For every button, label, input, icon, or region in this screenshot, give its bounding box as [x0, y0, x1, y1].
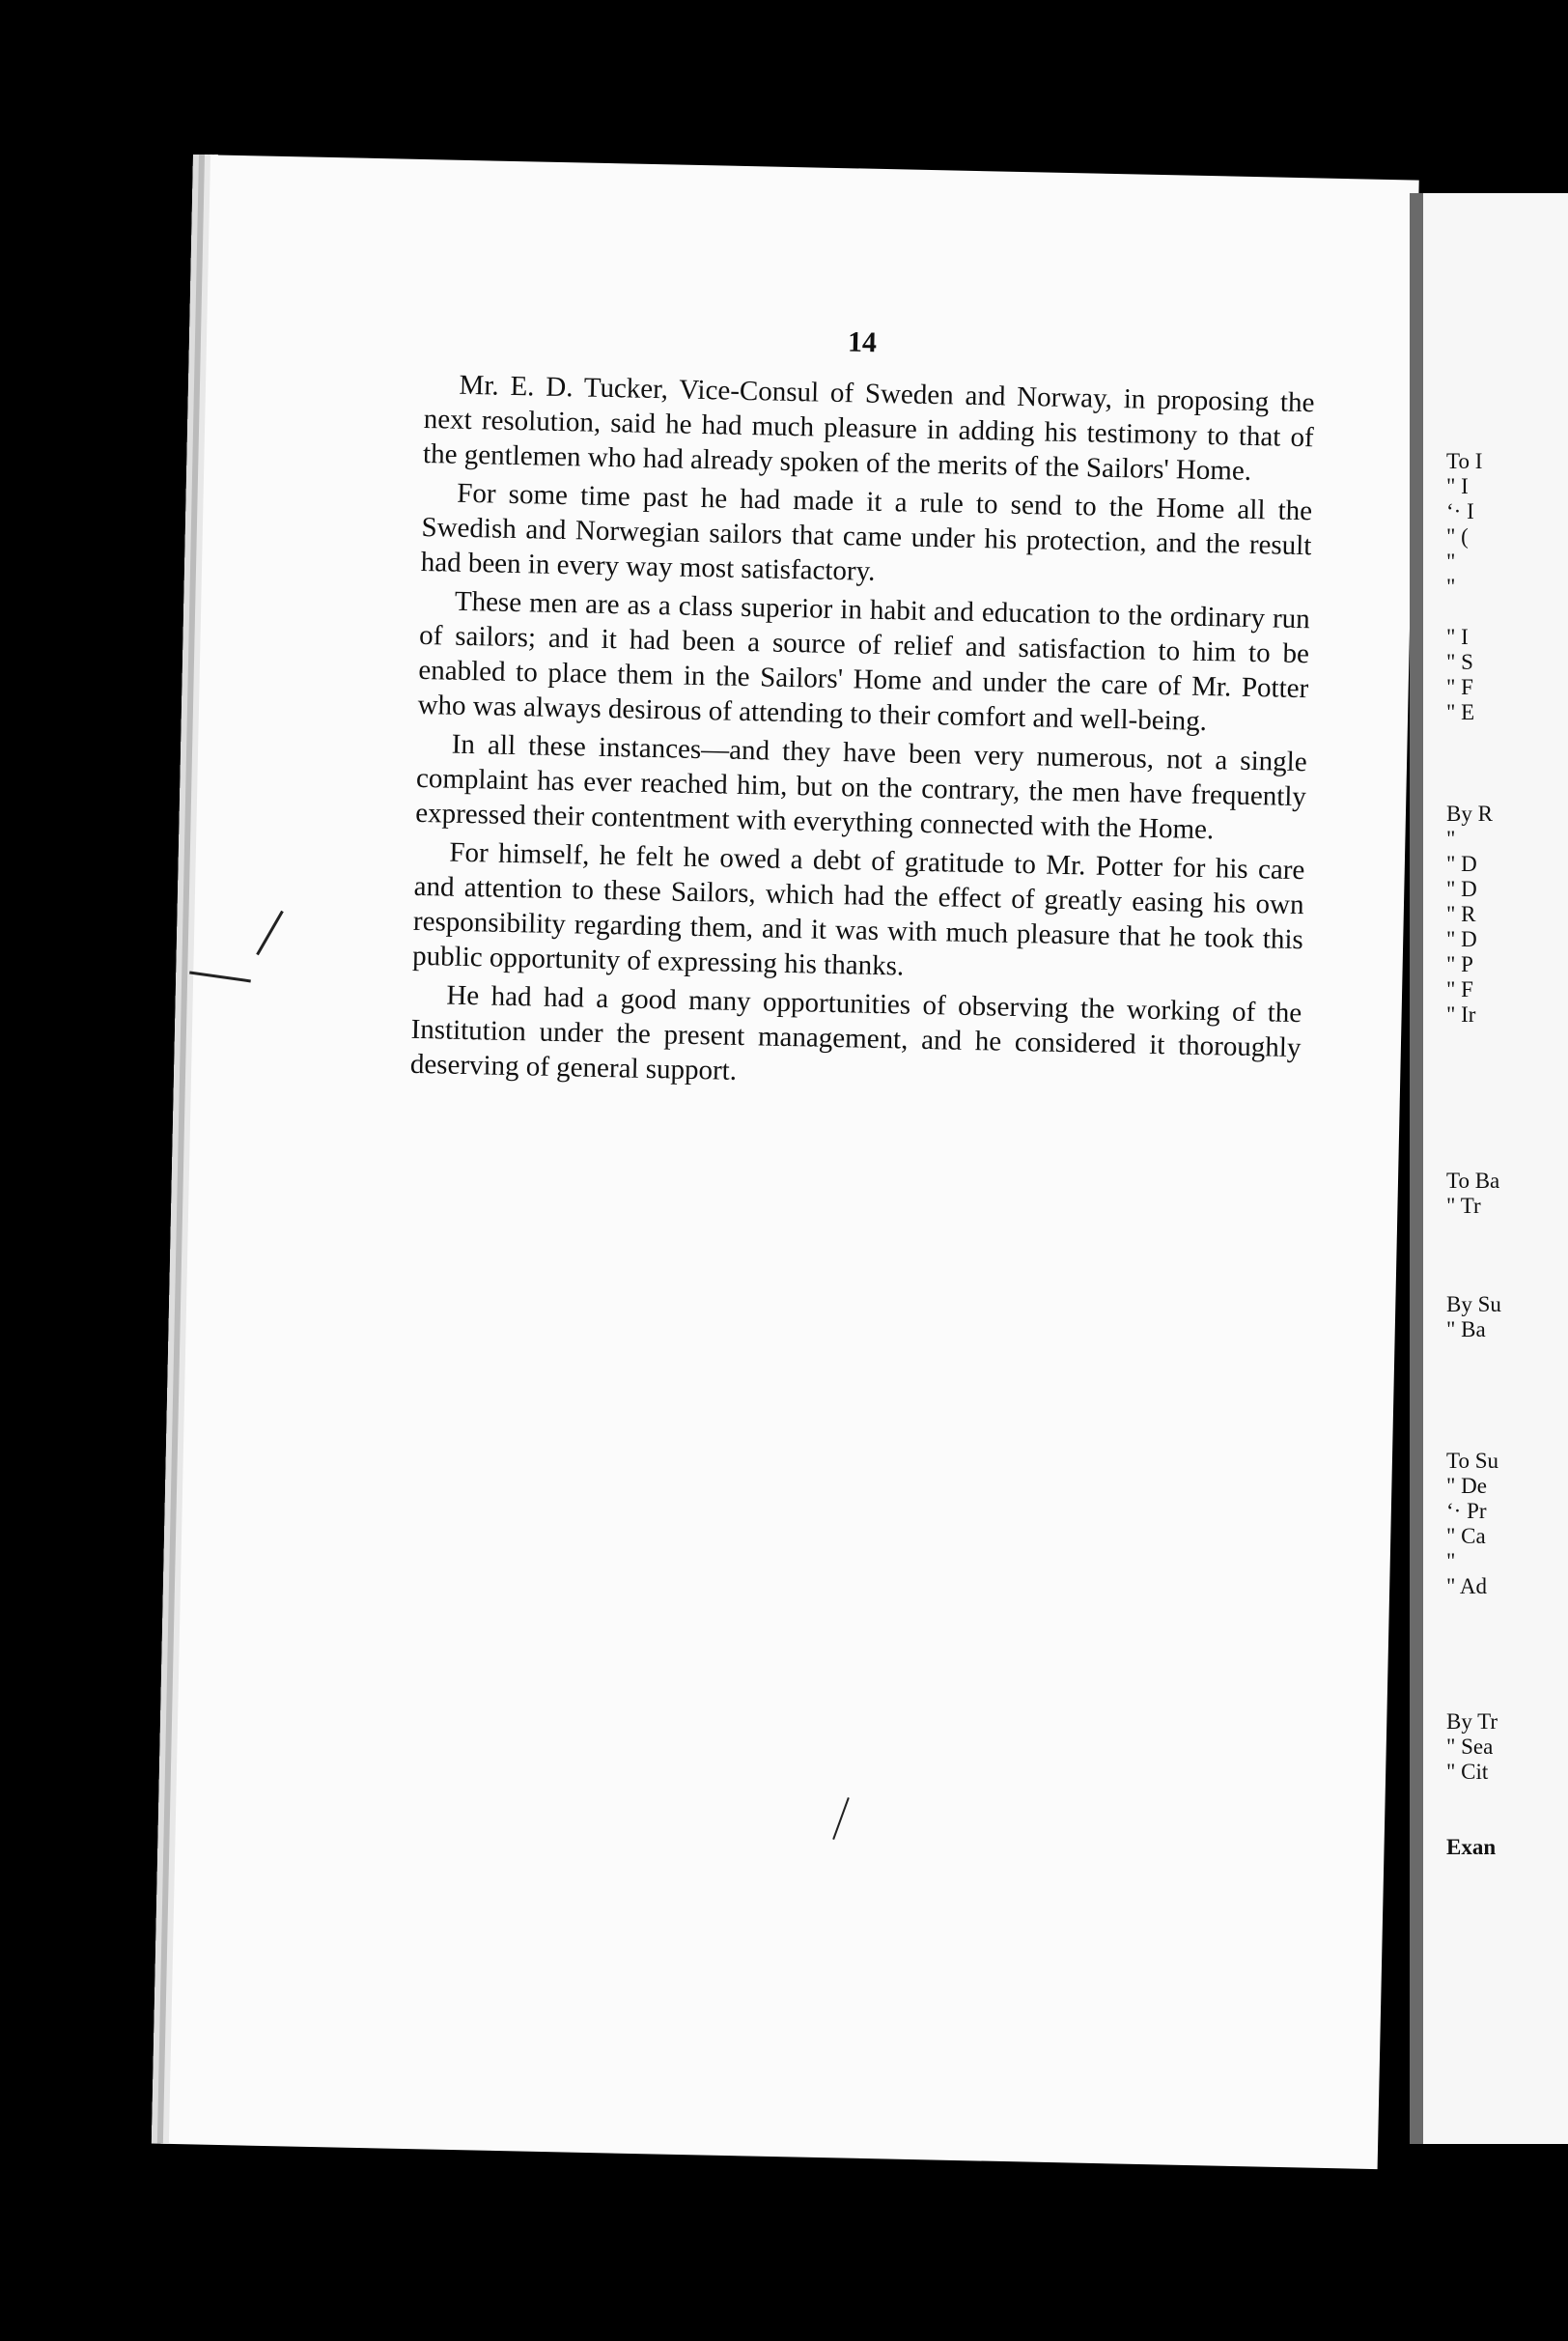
- facing-line: " Ad: [1446, 1574, 1487, 1598]
- paragraph: He had had a good many opportunities of observing the working of the Institution under the present management, and he considered it thoroughly deserving of general support.: [409, 979, 1302, 1086]
- facing-line: ": [1446, 550, 1456, 574]
- facing-line: " Sea: [1446, 1735, 1494, 1759]
- facing-line: " R: [1446, 902, 1476, 926]
- paragraph: In all these instances—and they have been very numerous, not a single complaint has ever reached him, but on the contrary, the men have frequently expressed their contentment with everything connected with the Home.: [414, 728, 1307, 846]
- facing-line: To Su: [1446, 1449, 1498, 1473]
- facing-line: " Ca: [1446, 1524, 1486, 1548]
- paragraph: For himself, he felt he owed a debt of gratitude to Mr. Potter for his care and attention to these Sailors, which had the effect of greatly easing his own responsibility regarding them, and it was with much pleasure that he took this public opportunity of expressing his thanks.: [411, 836, 1305, 982]
- paragraph: For some time past he had made it a rule to send to the Home all the Swedish and Norwegian sailors that came under his protection, and the result had been in every way most satisfactory.: [420, 477, 1313, 587]
- facing-line: " Ir: [1446, 1002, 1476, 1027]
- facing-line: " E: [1446, 700, 1475, 724]
- facing-line: " S: [1446, 650, 1473, 674]
- facing-line: " De: [1446, 1474, 1487, 1498]
- facing-line: " I: [1446, 625, 1469, 649]
- facing-line: By Tr: [1446, 1709, 1498, 1734]
- facing-line: ": [1446, 827, 1456, 851]
- facing-line: ‘· Pr: [1446, 1499, 1487, 1523]
- facing-line: " F: [1446, 675, 1473, 699]
- page-number: 14: [847, 325, 878, 359]
- facing-line: " F: [1446, 977, 1473, 1001]
- facing-page: [1410, 193, 1568, 2144]
- facing-line: To Ba: [1446, 1169, 1500, 1193]
- facing-line: ‘· I: [1446, 499, 1474, 523]
- facing-line: " D: [1446, 852, 1477, 876]
- facing-line: Exan: [1446, 1835, 1497, 1859]
- facing-line: By Su: [1446, 1292, 1501, 1316]
- paragraph: Mr. E. D. Tucker, Vice-Consul of Sweden and Norway, in proposing the next resolution, said he had much pleasure in adding his testimony to that of the gentlemen who had already spoken of the merits of the Sailors' Home.: [422, 369, 1315, 487]
- paragraph: These men are as a class superior in habit and education to the ordinary run of sailors; and it had been a source of relief and satisfaction to him to be enabled to place them in the Sailors' Home and under the care of Mr. Potter who was always desirous of attending to their comfort and well-being.: [417, 585, 1311, 738]
- facing-line: " Ba: [1446, 1317, 1486, 1341]
- facing-line: " (: [1446, 524, 1469, 549]
- facing-line: To I: [1446, 449, 1483, 473]
- facing-line: " D: [1446, 927, 1477, 951]
- facing-line: " P: [1446, 952, 1473, 976]
- body-text: [409, 367, 1314, 1104]
- facing-line: " Cit: [1446, 1760, 1489, 1784]
- facing-line: " Tr: [1446, 1194, 1481, 1218]
- facing-line: ": [1446, 575, 1456, 599]
- facing-line: " D: [1446, 877, 1477, 901]
- facing-line: " I: [1446, 474, 1469, 498]
- facing-line: ": [1446, 1549, 1456, 1573]
- facing-line: By R: [1446, 802, 1493, 826]
